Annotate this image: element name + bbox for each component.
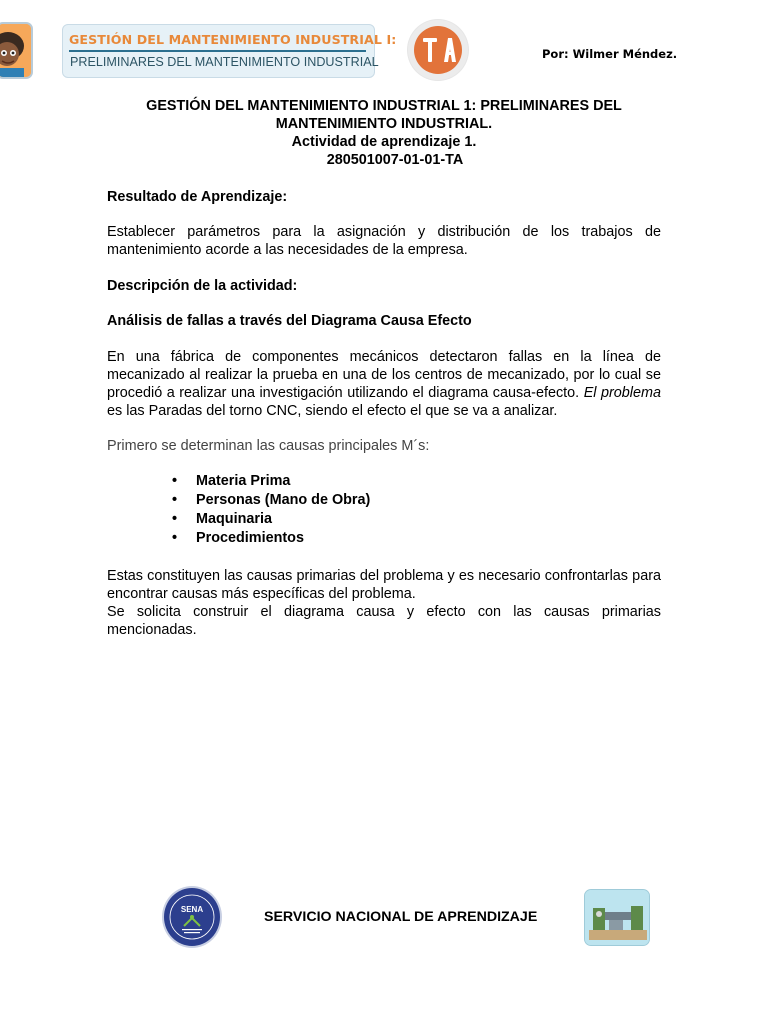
document-title [107, 97, 661, 169]
banner-title: GESTIÓN DEL MANTENIMIENTO INDUSTRIAL I: [69, 32, 397, 47]
result-text: Establecer parámetros para la asignación y distribución de los trabajos de mantenimiento acorde a las necesidades de la empresa. [107, 224, 661, 258]
institution-name: SERVICIO NACIONAL DE APRENDIZAJE [264, 909, 538, 925]
title-line-1: GESTIÓN DEL MANTENIMIENTO INDUSTRIAL 1: PRELIMINARES DEL [146, 98, 622, 114]
causes-intro: Primero se determinan las causas principales M´s: [107, 438, 430, 454]
closing-text-2: Se solicita construir el diagrama causa y efecto con las causas primarias mencionadas. [107, 604, 661, 638]
problem-paragraph-tail: es las Paradas del torno CNC, siendo el efecto el que se va a analizar. [107, 403, 558, 419]
list-item: • Maquinaria [172, 510, 370, 529]
banner-divider [69, 50, 366, 52]
causes-list [172, 472, 370, 548]
course-banner [62, 24, 397, 78]
problem-paragraph-emphasis: El problema [583, 385, 661, 401]
result-heading: Resultado de Aprendizaje: [107, 189, 288, 205]
activity-label: Actividad de aprendizaje 1. [291, 134, 477, 150]
sena-logo-text: SENA [180, 905, 204, 914]
analysis-heading: Análisis de fallas a través del Diagrama Causa Efecto [107, 313, 472, 329]
list-item: • Procedimientos [172, 529, 370, 548]
list-item: • Personas (Mano de Obra) [172, 491, 370, 510]
title-line-2: MANTENIMIENTO INDUSTRIAL. [275, 116, 493, 132]
list-item: • Materia Prima [172, 472, 370, 491]
closing-paragraph [107, 567, 661, 639]
tools-badge-icon [407, 19, 469, 81]
problem-paragraph [107, 348, 661, 420]
sena-logo [162, 886, 222, 948]
activity-code: 280501007-01-01-TA [326, 152, 464, 168]
author-credit: Por: Wilmer Méndez. [542, 47, 678, 61]
problem-paragraph-main: En una fábrica de componentes mecánicos detectaron fallas en la línea de mecanizado al realizar la prueba en una de los centros de mecanizado, por lo cual se procedió a realizar una investigación utilizando el diagrama causa-efecto. [107, 349, 661, 401]
description-heading: Descripción de la actividad: [107, 278, 298, 294]
avatar-illustration [0, 22, 33, 79]
lathe-machine-icon [584, 889, 650, 946]
closing-text-1: Estas constituyen las causas primarias del problema y es necesario confrontarlas para encontrar causas más específicas del problema. [107, 568, 661, 602]
banner-subtitle: PRELIMINARES DEL MANTENIMIENTO INDUSTRIAL [70, 55, 379, 69]
